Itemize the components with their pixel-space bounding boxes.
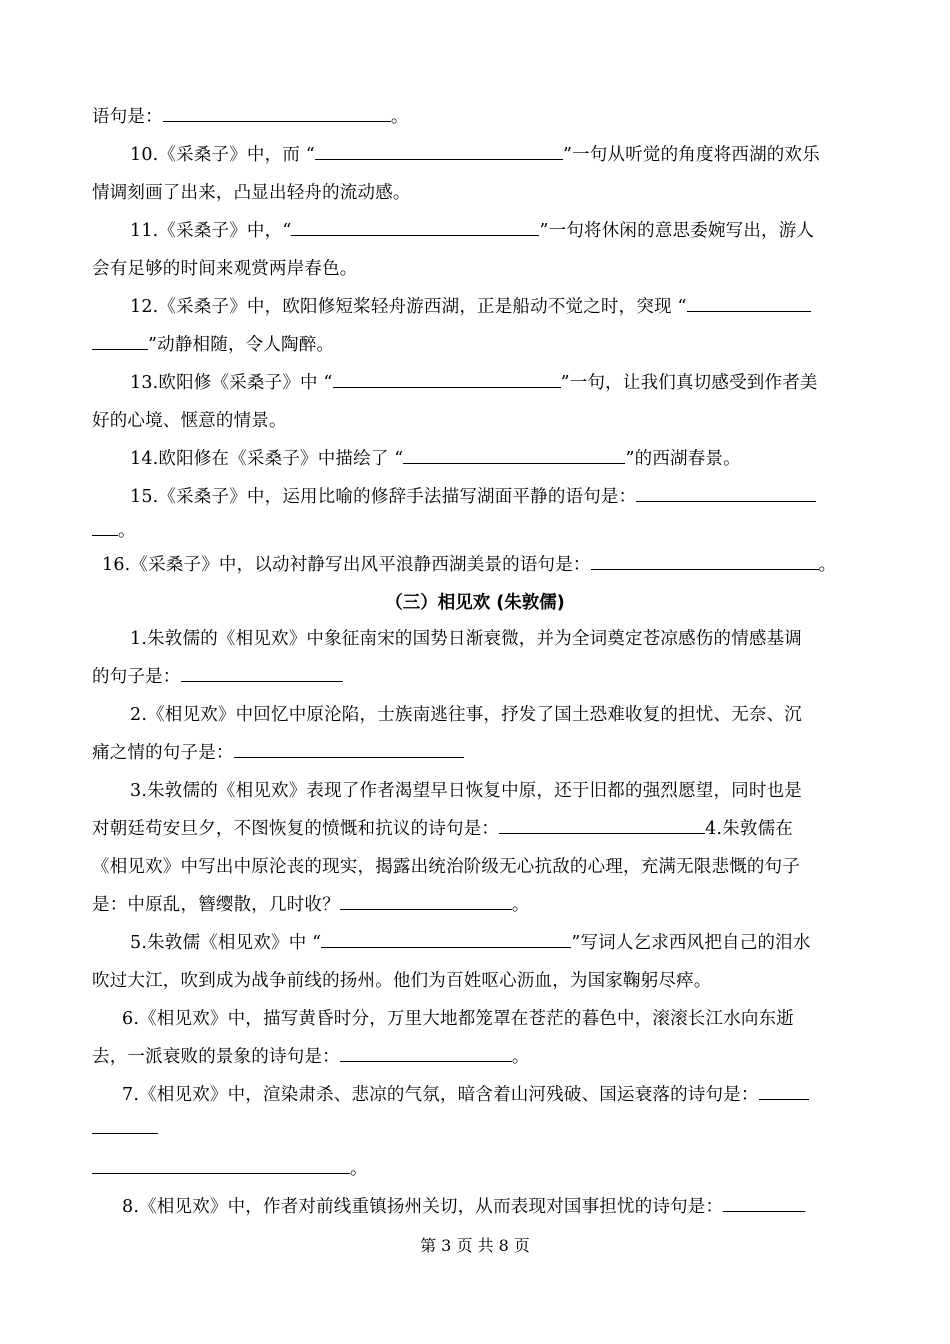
answer-blank[interactable] <box>92 332 148 350</box>
q15-line2: 。 <box>92 518 136 544</box>
b-q2-line1: 2.《相见欢》中回忆中原沦陷，士族南逃往事，抒发了国土恐难收复的担忧、无奈、沉 <box>130 705 802 725</box>
b-q4-line1: 《相见欢》中写出中原沦丧的现实，揭露出统治阶级无心抗敌的心理，充满无限悲慨的句子 <box>92 857 800 877</box>
answer-blank[interactable] <box>163 104 391 122</box>
q16-line: 16.《采桑子》中，以动衬静写出风平浪静西湖美景的语句是： 。 <box>102 552 836 578</box>
q12-line1: 12.《采桑子》中，欧阳修短桨轻舟游西湖，正是船动不觉之时，突现 “ <box>130 294 811 320</box>
b-q7-line1: 7.《相见欢》中，渲染肃杀、悲凉的气氛，暗含着山河残破、国运衰落的诗句是： <box>122 1082 809 1108</box>
b-q5-line1: 5.朱敦儒《相见欢》中 “ ”写词人乞求西风把自己的泪水 <box>130 930 811 956</box>
answer-blank[interactable] <box>591 552 819 570</box>
answer-blank[interactable] <box>333 370 561 388</box>
answer-blank[interactable] <box>759 1082 809 1100</box>
answer-blank[interactable] <box>181 664 343 682</box>
q9-tail-line: 语句是： 。 <box>92 104 409 130</box>
q13-line2: 好的心境、惬意的情景。 <box>92 411 287 431</box>
answer-blank[interactable] <box>234 740 464 758</box>
b-q5-line2: 吹过大江，吹到成为战争前线的扬州。他们为百姓呕心沥血，为国家鞠躬尽瘁。 <box>92 971 712 991</box>
b-q7-line2 <box>92 1116 158 1142</box>
q14-line: 14.欧阳修在《采桑子》中描绘了 “ ”的西湖春景。 <box>130 446 741 472</box>
answer-blank[interactable] <box>340 1044 512 1062</box>
answer-blank[interactable] <box>687 294 811 312</box>
b-q6-line1: 6.《相见欢》中，描写黄昏时分，万里大地都笼罩在苍茫的暮色中，滚滚长江水向东逝 <box>122 1009 794 1029</box>
q11-line1: 11.《采桑子》中，“ ”一句将休闲的意思委婉写出，游人 <box>130 218 814 244</box>
answer-blank[interactable] <box>499 816 705 834</box>
q15-line1: 15.《采桑子》中，运用比喻的修辞手法描写湖面平静的语句是： <box>130 484 816 510</box>
b-q7-line3: 。 <box>92 1156 368 1182</box>
answer-blank[interactable] <box>291 218 539 236</box>
answer-blank[interactable] <box>92 1116 158 1134</box>
q12-line2: ”动静相随，令人陶醉。 <box>92 332 334 358</box>
answer-blank[interactable] <box>403 446 625 464</box>
b-q3-line2: 对朝廷苟安旦夕，不图恢复的愤慨和抗议的诗句是： 4.朱敦儒在 <box>92 816 793 842</box>
b-q6-line2: 去，一派衰败的景象的诗句是： 。 <box>92 1044 530 1070</box>
b-q2-line2: 痛之情的句子是： <box>92 740 464 766</box>
b-q1-line2: 的句子是： <box>92 664 343 690</box>
b-q8-line1: 8.《相见欢》中，作者对前线重镇扬州关切，从而表现对国事担忧的诗句是： <box>122 1194 805 1220</box>
answer-blank[interactable] <box>723 1194 805 1212</box>
q10-line2: 情调刻画了出来，凸显出轻舟的流动感。 <box>92 183 411 203</box>
q13-line1: 13.欧阳修《采桑子》中 “ ”一句，让我们真切感受到作者美 <box>130 370 818 396</box>
q11-line2: 会有足够的时间来观赏两岸春色。 <box>92 259 358 279</box>
b-q3-line1: 3.朱敦儒的《相见欢》表现了作者渴望早日恢复中原，还于旧都的强烈愿望，同时也是 <box>130 781 802 801</box>
answer-blank[interactable] <box>321 930 571 948</box>
section-heading: （三）相见欢 (朱敦儒) <box>385 593 565 613</box>
answer-blank[interactable] <box>315 142 563 160</box>
b-q1-line1: 1.朱敦儒的《相见欢》中象征南宋的国势日渐衰微，并为全词奠定苍凉感伤的情感基调 <box>130 629 802 649</box>
answer-blank[interactable] <box>636 484 816 502</box>
q10-line1: 10.《采桑子》中，而 “ ”一句从听觉的角度将西湖的欢乐 <box>130 142 820 168</box>
b-q4-line2: 是：中原乱，簪缨散，几时收？ 。 <box>92 892 530 918</box>
page-number: 第 3 页 共 8 页 <box>420 1236 530 1255</box>
answer-blank[interactable] <box>92 1156 350 1174</box>
answer-blank[interactable] <box>340 892 512 910</box>
answer-blank[interactable] <box>92 518 118 536</box>
